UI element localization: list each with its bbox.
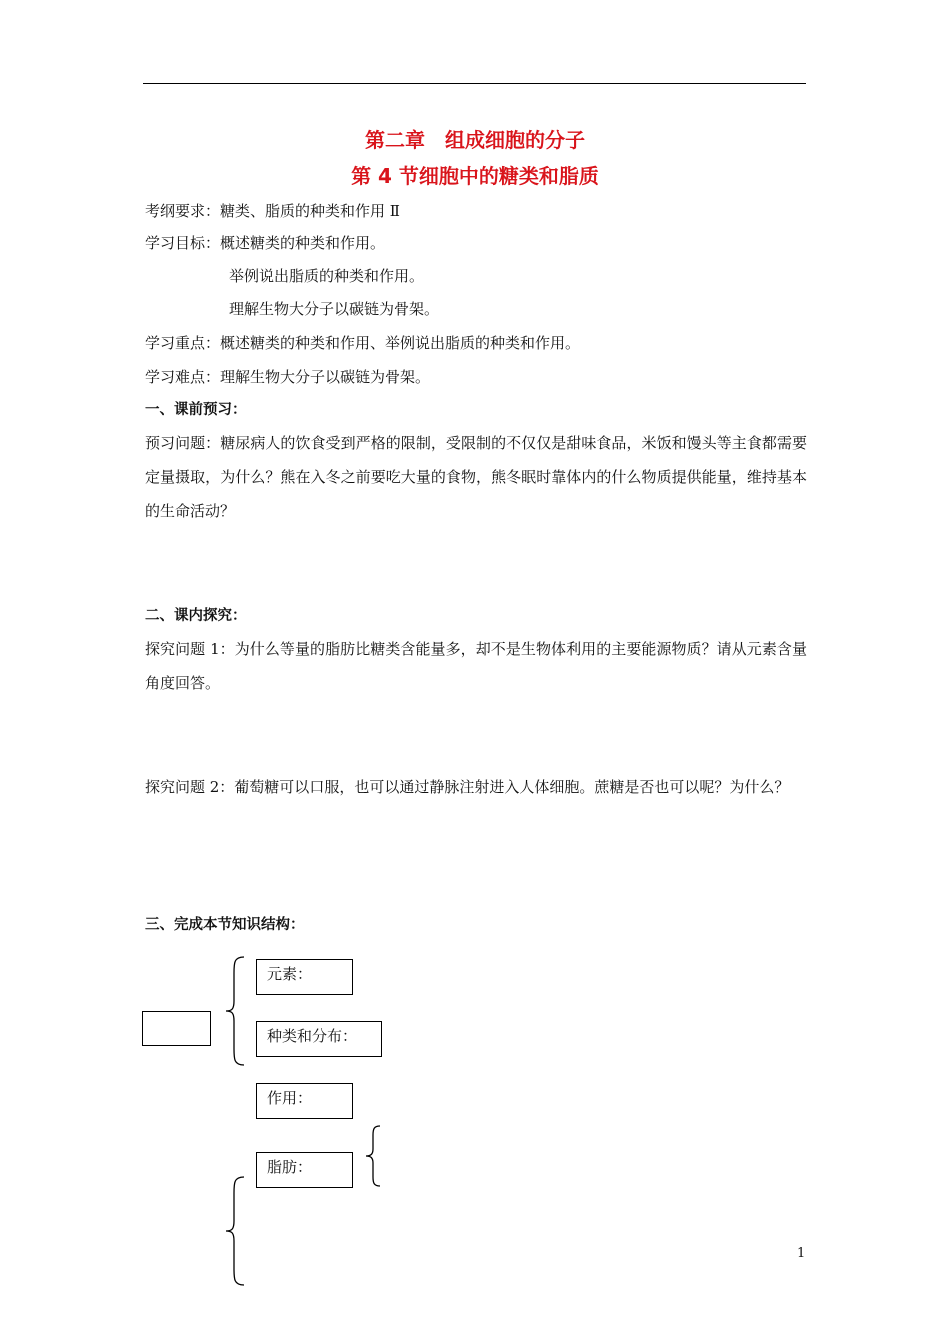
fat-brace: [362, 1124, 384, 1188]
objective-item: 概述糖类的种类和作用。: [220, 234, 386, 252]
section-3-heading: 三、完成本节知识结构：: [145, 917, 305, 933]
function-box: 作用：: [256, 1083, 353, 1119]
objective-item: 理解生物大分子以碳链为骨架。: [229, 300, 440, 318]
section-1-heading: 一、课前预习：: [145, 402, 247, 418]
lipid-brace: [222, 1175, 248, 1287]
types-distribution-box: 种类和分布：: [256, 1021, 382, 1057]
objectives-line-1: [145, 233, 385, 253]
section-title: 第 4 节细胞中的糖类和脂质: [351, 164, 599, 188]
preview-question: 预习问题：糖尿病人的饮食受到严格的限制，受限制的不仅仅是甜味食品，米饭和馒头等主食都需要定量摄取，为什么？熊在入冬之前要吃大量的食物，熊冬眠时靠体内的什么物质提供能量，维持基本的生命活动？: [145, 434, 807, 520]
page-number: 1: [797, 1246, 806, 1261]
difficulties: 学习难点：理解生物大分子以碳链为骨架。: [145, 368, 431, 386]
objective-item: 举例说出脂质的种类和作用。: [229, 267, 425, 285]
key-points: 学习重点：概述糖类的种类和作用、举例说出脂质的种类和作用。: [145, 334, 581, 352]
left-brace: [222, 955, 248, 1067]
chapter-title: 第二章 组成细胞的分子: [365, 128, 585, 152]
inquiry-question-1: 探究问题 1：为什么等量的脂肪比糖类含能量多，却不是生物体利用的主要能源物质？请从元素含量角度回答。: [145, 640, 807, 692]
section-2-heading: 二、课内探究：: [145, 608, 247, 624]
header-rule: [143, 83, 806, 84]
fat-box: 脂肪：: [256, 1152, 353, 1188]
objectives-label: 学习目标：: [145, 234, 221, 252]
requirements: 考纲要求：糖类、脂质的种类和作用 Ⅱ: [145, 202, 400, 220]
elements-box: 元素：: [256, 959, 353, 995]
root-blank-box: [142, 1011, 211, 1046]
inquiry-question-2: 探究问题 2：葡萄糖可以口服，也可以通过静脉注射进入人体细胞。蔗糖是否也可以呢？为什么？: [145, 778, 790, 796]
